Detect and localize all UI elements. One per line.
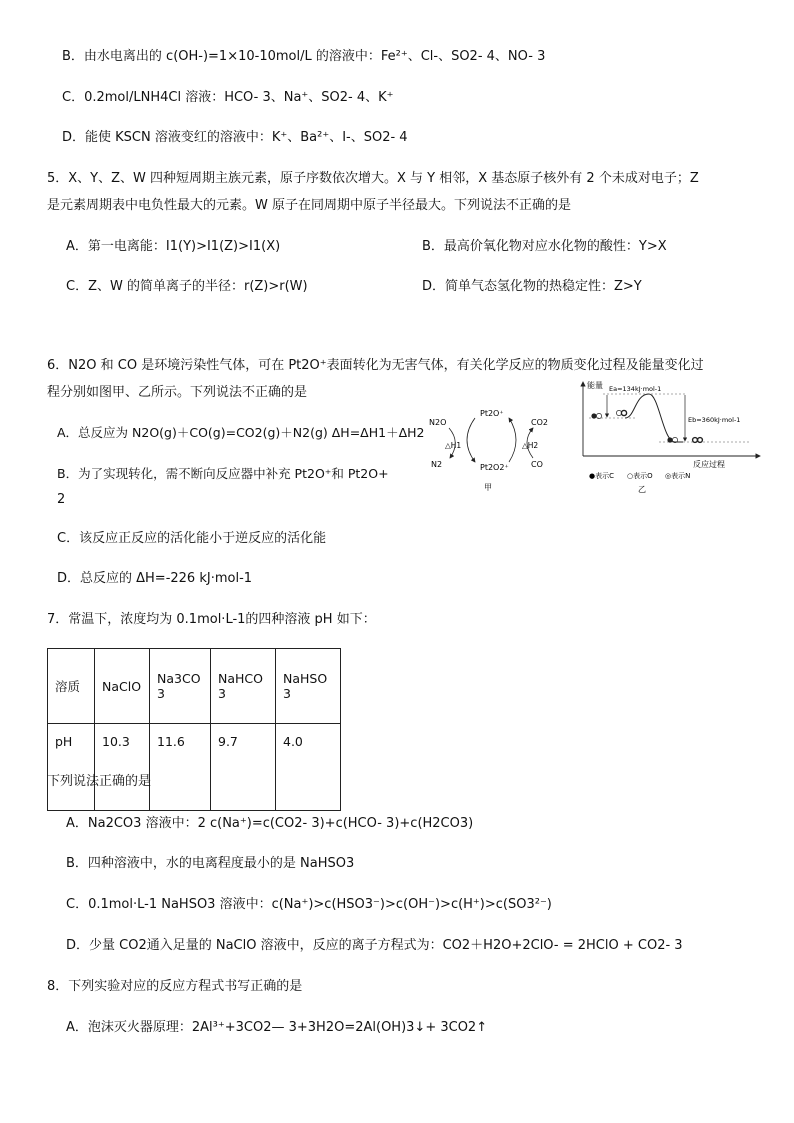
q4-option-b: B．由水电离出的 c(OH-)=1×10-10mol/L 的溶液中：Fe²⁺、Cl-、SO2- 4、NO- 3 xyxy=(62,49,546,64)
ph-table-cell: 9.7 xyxy=(211,724,276,811)
q7-stem: 7．常温下，浓度均为 0.1mol·L-1的四种溶液 pH 如下： xyxy=(47,612,376,627)
q5-option-a: A．第一电离能：I1(Y)>I1(Z)>I1(X) xyxy=(66,239,281,254)
q6-stem-line2: 程分别如图甲、乙所示。下列说法不正确的是 xyxy=(47,385,308,400)
yi-ylabel: 能量 xyxy=(587,381,603,390)
q6-option-d: D．总反应的 ΔH=-226 kJ·mol-1 xyxy=(57,571,253,586)
q4-option-c: C．0.2mol/LNH4Cl 溶液：HCO- 3、Na⁺、SO2- 4、K⁺ xyxy=(62,90,394,105)
ph-table-value-row xyxy=(48,724,341,811)
ph-table-cell: 4.0 xyxy=(276,724,341,811)
ph-table-header-cell: NaClO xyxy=(95,649,150,724)
jia-pt2o2-bottom-label: Pt2O2⁺ xyxy=(480,463,509,472)
q7-option-a: A．Na2CO3 溶液中：2 c(Na⁺)=c(CO2- 3)+c(HCO- 3)+c(H2CO3) xyxy=(66,816,474,831)
q5-option-b: B．最高价氧化物对应水化物的酸性：Y>X xyxy=(422,239,667,254)
yi-product-n1 xyxy=(693,438,698,443)
q6-option-a: A．总反应为 N2O(g)＋CO(g)=CO2(g)＋N2(g) ΔH=ΔH1＋ΔH2 xyxy=(57,425,425,440)
q6-option-c: C．该反应正反应的活化能小于逆反应的活化能 xyxy=(57,531,327,546)
jia-caption: 甲 xyxy=(484,483,492,492)
q8-stem: 8．下列实验对应的反应方程式书写正确的是 xyxy=(47,979,303,994)
q7-prompt: 下列说法正确的是 xyxy=(47,774,152,789)
q7-option-c: C．0.1mol·L-1 NaHSO3 溶液中：c(Na⁺)>c(HSO3⁻)>c(OH⁻)>c(H⁺)>c(SO3²⁻) xyxy=(66,897,552,912)
ph-table-cell: 11.6 xyxy=(150,724,211,811)
jia-co2-label: CO2 xyxy=(531,418,548,427)
q8-option-a: A．泡沫灭火器原理：2Al³⁺+3CO2— 3+3H2O=2Al(OH)3↓+ 3CO2↑ xyxy=(66,1020,488,1035)
q5-stem-line1: 5．X、Y、Z、W 四种短周期主族元素，原子序数依次增大。X 与 Y 相邻，X 基态原子核外有 2 个未成对电子；Z xyxy=(47,171,699,186)
ph-table-header-cell: NaHCO3 xyxy=(211,649,276,724)
ph-table-header-cell: Na3CO3 xyxy=(150,649,211,724)
q5-option-c: C．Z、W 的简单离子的半径：r(Z)>r(W) xyxy=(66,279,308,294)
yi-legend-n: ◎表示N xyxy=(665,472,691,480)
yi-product-n2 xyxy=(698,438,703,443)
yi-product-c xyxy=(667,437,672,442)
jia-pt2o-top-label: Pt2O⁺ xyxy=(480,409,504,418)
figure-yi-energy-diagram xyxy=(575,378,765,496)
yi-ea-label: Ea=134kJ·mol-1 xyxy=(609,385,662,393)
jia-left-cycle-arrow xyxy=(467,418,475,462)
ph-table-header-cell: NaHSO3 xyxy=(276,649,341,724)
ph-table-cell: pH xyxy=(48,724,95,811)
q7-option-d: D．少量 CO2通入足量的 NaClO 溶液中，反应的离子方程式为：CO2＋H2O+2ClO- = 2HClO + CO2- 3 xyxy=(66,938,683,953)
jia-n2o-label: N2O xyxy=(429,418,447,427)
q5-option-d: D．简单气态氢化物的热稳定性：Z>Y xyxy=(422,279,642,294)
jia-n2-label: N2 xyxy=(431,460,443,469)
ph-table-cell: 10.3 xyxy=(95,724,150,811)
q6-stem-line1: 6．N2O 和 CO 是环境污染性气体，可在 Pt2O⁺表面转化为无害气体，有关化学反应的物质变化过程及能量变化过 xyxy=(47,358,704,373)
q6-option-b-line2: 2 xyxy=(57,492,66,507)
yi-legend-c: ●表示C xyxy=(589,472,614,480)
jia-right-cycle-arrow xyxy=(509,418,516,462)
jia-co-label: CO xyxy=(531,460,543,469)
yi-reactant-c xyxy=(591,413,596,418)
q6-option-b-line1: B．为了实现转化，需不断向反应器中补充 Pt2O⁺和 Pt2O+ xyxy=(57,466,389,481)
yi-eb-label: Eb=360kJ·mol-1 xyxy=(688,416,741,424)
figure-jia-catalytic-cycle xyxy=(425,402,555,494)
jia-dh2-label: △H2 xyxy=(522,441,539,450)
ph-table-header-row xyxy=(48,649,341,724)
yi-reactant-n xyxy=(621,410,626,415)
yi-xlabel: 反应过程 xyxy=(693,460,725,469)
ph-table-header-cell: 溶质 xyxy=(48,649,95,724)
q5-stem-line2: 是元素周期表中电负性最大的元素。W 原子在同周期中原子半径最大。下列说法不正确的是 xyxy=(47,198,571,213)
q4-option-d: D．能使 KSCN 溶液变红的溶液中：K⁺、Ba²⁺、I-、SO2- 4 xyxy=(62,130,408,145)
q7-option-b: B．四种溶液中，水的电离程度最小的是 NaHSO3 xyxy=(66,856,355,871)
jia-dh1-label: △H1 xyxy=(445,441,462,450)
yi-legend-o: ○表示O xyxy=(627,472,653,480)
yi-caption: 乙 xyxy=(638,485,646,494)
